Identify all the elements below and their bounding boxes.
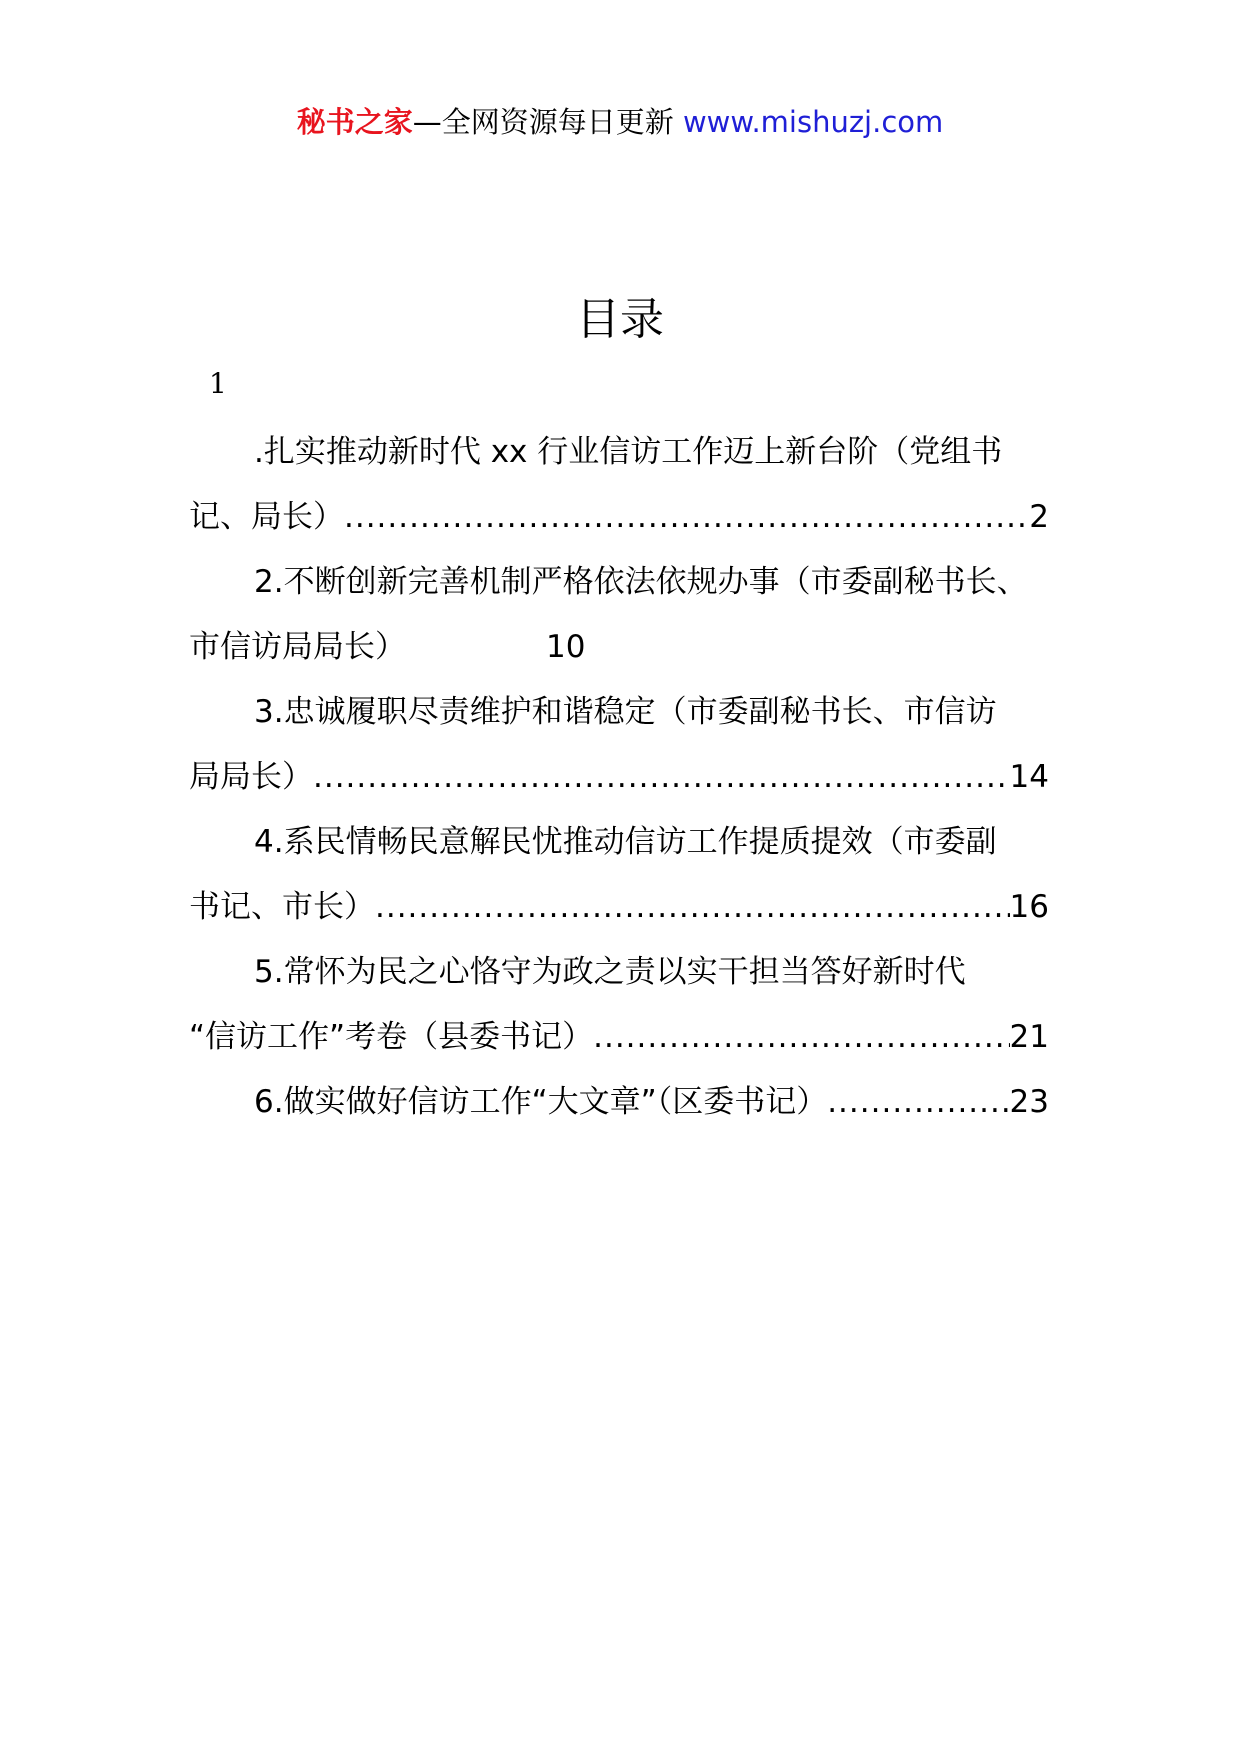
dot-leader [593, 1005, 1009, 1070]
dot-leader [344, 485, 1029, 550]
toc-entry-text: 6.做实做好信访工作“大文章”（区委书记） [254, 1084, 828, 1120]
toc-page-number: 2 [1029, 499, 1049, 535]
toc-entry-leader-line [189, 615, 1049, 680]
toc-entry-text: 4.系民情畅民意解民忧推动信访工作提质提效（市委副 [254, 824, 997, 860]
toc-entry-text: 局局长） [189, 759, 313, 795]
toc-entry-leader-line [189, 745, 1049, 810]
toc-entry-text: 市信访局局长） [189, 629, 406, 665]
toc-entry-text: 书记、市长） [189, 889, 375, 925]
brand-name: 秘书之家 [296, 105, 413, 139]
toc-entry-text: “信访工作”考卷（县委书记） [189, 1019, 594, 1055]
toc-entry-5[interactable] [189, 940, 1049, 1070]
toc-page-number: 14 [1009, 759, 1049, 795]
dot-leader [827, 1070, 1009, 1135]
page-title: 目录 [576, 294, 664, 345]
dot-leader [375, 875, 1010, 940]
table-of-contents [189, 420, 1049, 1135]
toc-page-number: 23 [1009, 1084, 1049, 1120]
toc-entry-leader-line [189, 1005, 1049, 1070]
site-header [0, 102, 1240, 142]
toc-entry-text: 记、局长） [189, 499, 344, 535]
page-mark: 1 [209, 367, 227, 400]
toc-entry-3[interactable] [189, 680, 1049, 810]
toc-entry-6[interactable] [189, 1070, 1049, 1135]
toc-entry-text: 2.不断创新完善机制严格依法依规办事（市委副秘书长、 [254, 564, 1028, 600]
toc-entry-1[interactable] [189, 420, 1049, 550]
toc-entry-title [189, 940, 1049, 1005]
site-url-link[interactable]: www.mishuzj.com [682, 105, 944, 139]
toc-entry-leader-line [189, 1070, 1049, 1135]
toc-entry-text: .扎实推动新时代 xx 行业信访工作迈上新台阶（党组书 [254, 434, 1003, 470]
toc-entry-text: 5.常怀为民之心恪守为政之责以实干担当答好新时代 [254, 954, 966, 990]
toc-entry-leader-line [189, 875, 1049, 940]
toc-page-number: 10 [546, 629, 586, 665]
toc-entry-title [189, 810, 1049, 875]
toc-page-number: 21 [1009, 1019, 1049, 1055]
toc-entry-leader-line [189, 485, 1049, 550]
toc-entry-2[interactable] [189, 550, 1049, 680]
toc-page-number: 16 [1009, 889, 1049, 925]
toc-entry-text: 3.忠诚履职尽责维护和谐稳定（市委副秘书长、市信访 [254, 694, 997, 730]
header-slogan: —全网资源每日更新 [412, 105, 674, 139]
toc-entry-4[interactable] [189, 810, 1049, 940]
toc-entry-title [189, 680, 1049, 745]
dot-leader [313, 745, 1010, 810]
toc-entry-title [189, 420, 1049, 485]
toc-entry-title [189, 550, 1049, 615]
